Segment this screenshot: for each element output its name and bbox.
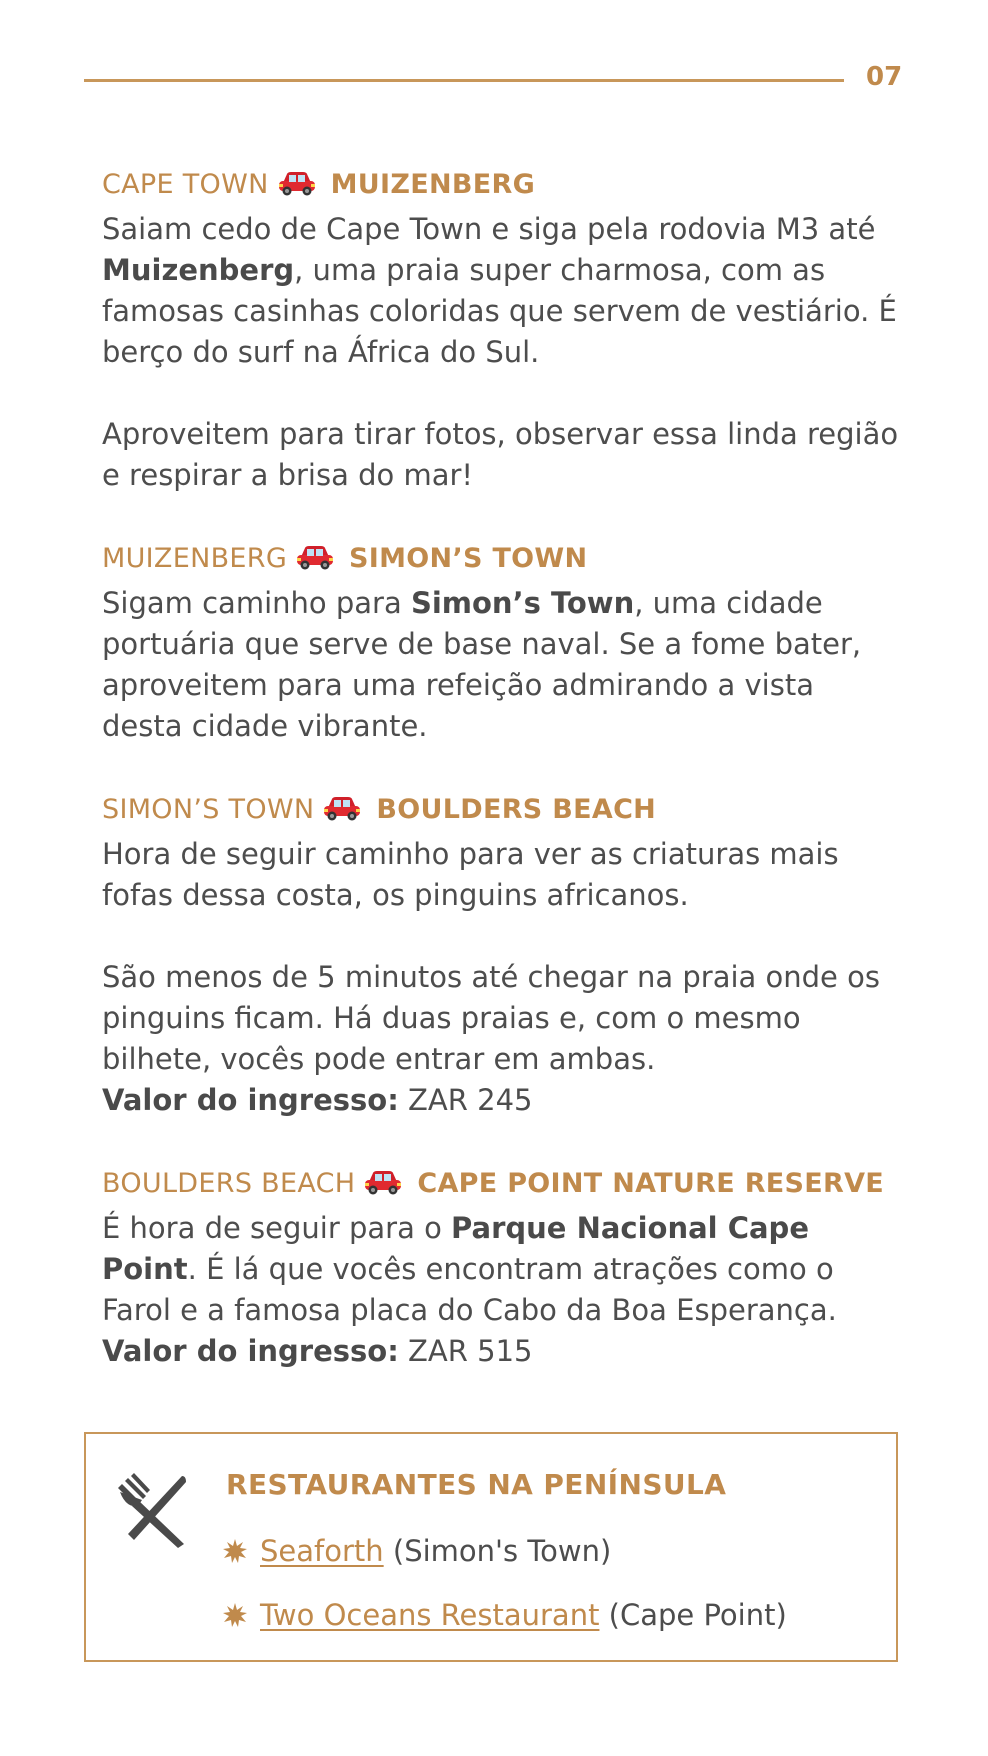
bold-place-name: Simon’s Town [410, 586, 635, 620]
itinerary-content [102, 164, 902, 1414]
car-icon [277, 168, 317, 209]
restaurant-item [222, 1598, 787, 1635]
star-bullet-icon [222, 1601, 248, 1635]
route-from: MUIZENBERG [102, 543, 288, 574]
text-run: São menos de 5 minutos até chegar na praia onde os pinguins ficam. Há duas praias e, com o mesmo bilhete, vocês pode entrar em ambas. [102, 960, 880, 1076]
route-to: SIMON’S TOWN [349, 543, 588, 574]
route-from: SIMON’S TOWN [102, 794, 315, 825]
section-cape-town-muizenberg [102, 164, 902, 496]
cutlery-icon [112, 1470, 192, 1554]
car-icon [363, 1167, 403, 1208]
section-simons-town-boulders [102, 789, 902, 1121]
section-paragraph: Hora de seguir caminho para ver as criaturas mais fofas dessa costa, os pinguins africanos. [102, 837, 839, 912]
route-to: CAPE POINT NATURE RESERVE [417, 1168, 885, 1199]
restaurant-item [222, 1534, 611, 1571]
text-run: Sigam caminho para [102, 586, 411, 620]
route-to: BOULDERS BEACH [376, 794, 657, 825]
price-value: ZAR 515 [398, 1334, 533, 1368]
price-label: Valor do ingresso: [102, 1334, 399, 1368]
car-icon [322, 793, 362, 834]
text-run: , uma cidade portuária que serve de base naval. Se a fome bater, aproveitem para uma refeição admirando a vista desta cidade vibrante. [102, 586, 862, 743]
text-run: É hora de seguir para o [102, 1211, 452, 1245]
restaurant-link-two-oceans[interactable]: Two Oceans Restaurant [260, 1598, 600, 1632]
section-paragraph [102, 1208, 902, 1372]
restaurant-link-seaforth[interactable]: Seaforth [260, 1534, 384, 1568]
star-bullet-icon [222, 1537, 248, 1571]
top-divider [84, 79, 844, 82]
section-paragraph [102, 583, 902, 747]
section-muizenberg-simons-town [102, 538, 902, 747]
section-boulders-cape-point [102, 1163, 902, 1372]
section-paragraph [102, 209, 902, 373]
bold-place-name: Parque Nacional Cape Point [102, 1211, 809, 1286]
route-heading [102, 1163, 902, 1208]
price-value: ZAR 245 [398, 1083, 533, 1117]
restaurant-location: (Simon's Town) [383, 1534, 612, 1568]
text-run: , uma praia super charmosa, com as famosas casinhas coloridas que servem de vestiário. É berço do surf na África do Sul. [102, 253, 897, 369]
page-number: 07 [866, 62, 903, 92]
car-icon [295, 542, 335, 583]
restaurant-location: (Cape Point) [599, 1598, 787, 1632]
bold-place-name: Muizenberg [102, 253, 295, 287]
route-to: MUIZENBERG [330, 169, 536, 200]
price-label: Valor do ingresso: [102, 1083, 399, 1117]
route-heading [102, 538, 902, 583]
route-from: BOULDERS BEACH [102, 1168, 356, 1199]
restaurants-box [84, 1432, 898, 1662]
section-paragraph [102, 957, 902, 1121]
text-run: . É lá que vocês encontram atrações como o Farol e a famosa placa do Cabo da Boa Esperança. [102, 1252, 837, 1327]
route-heading [102, 164, 902, 209]
route-from: CAPE TOWN [102, 169, 269, 200]
route-heading [102, 789, 902, 834]
restaurants-title: RESTAURANTES NA PENÍNSULA [226, 1468, 727, 1501]
section-paragraph: Aproveitem para tirar fotos, observar essa linda região e respirar a brisa do mar! [102, 417, 899, 492]
text-run: Saiam cedo de Cape Town e siga pela rodovia M3 até [102, 212, 876, 246]
